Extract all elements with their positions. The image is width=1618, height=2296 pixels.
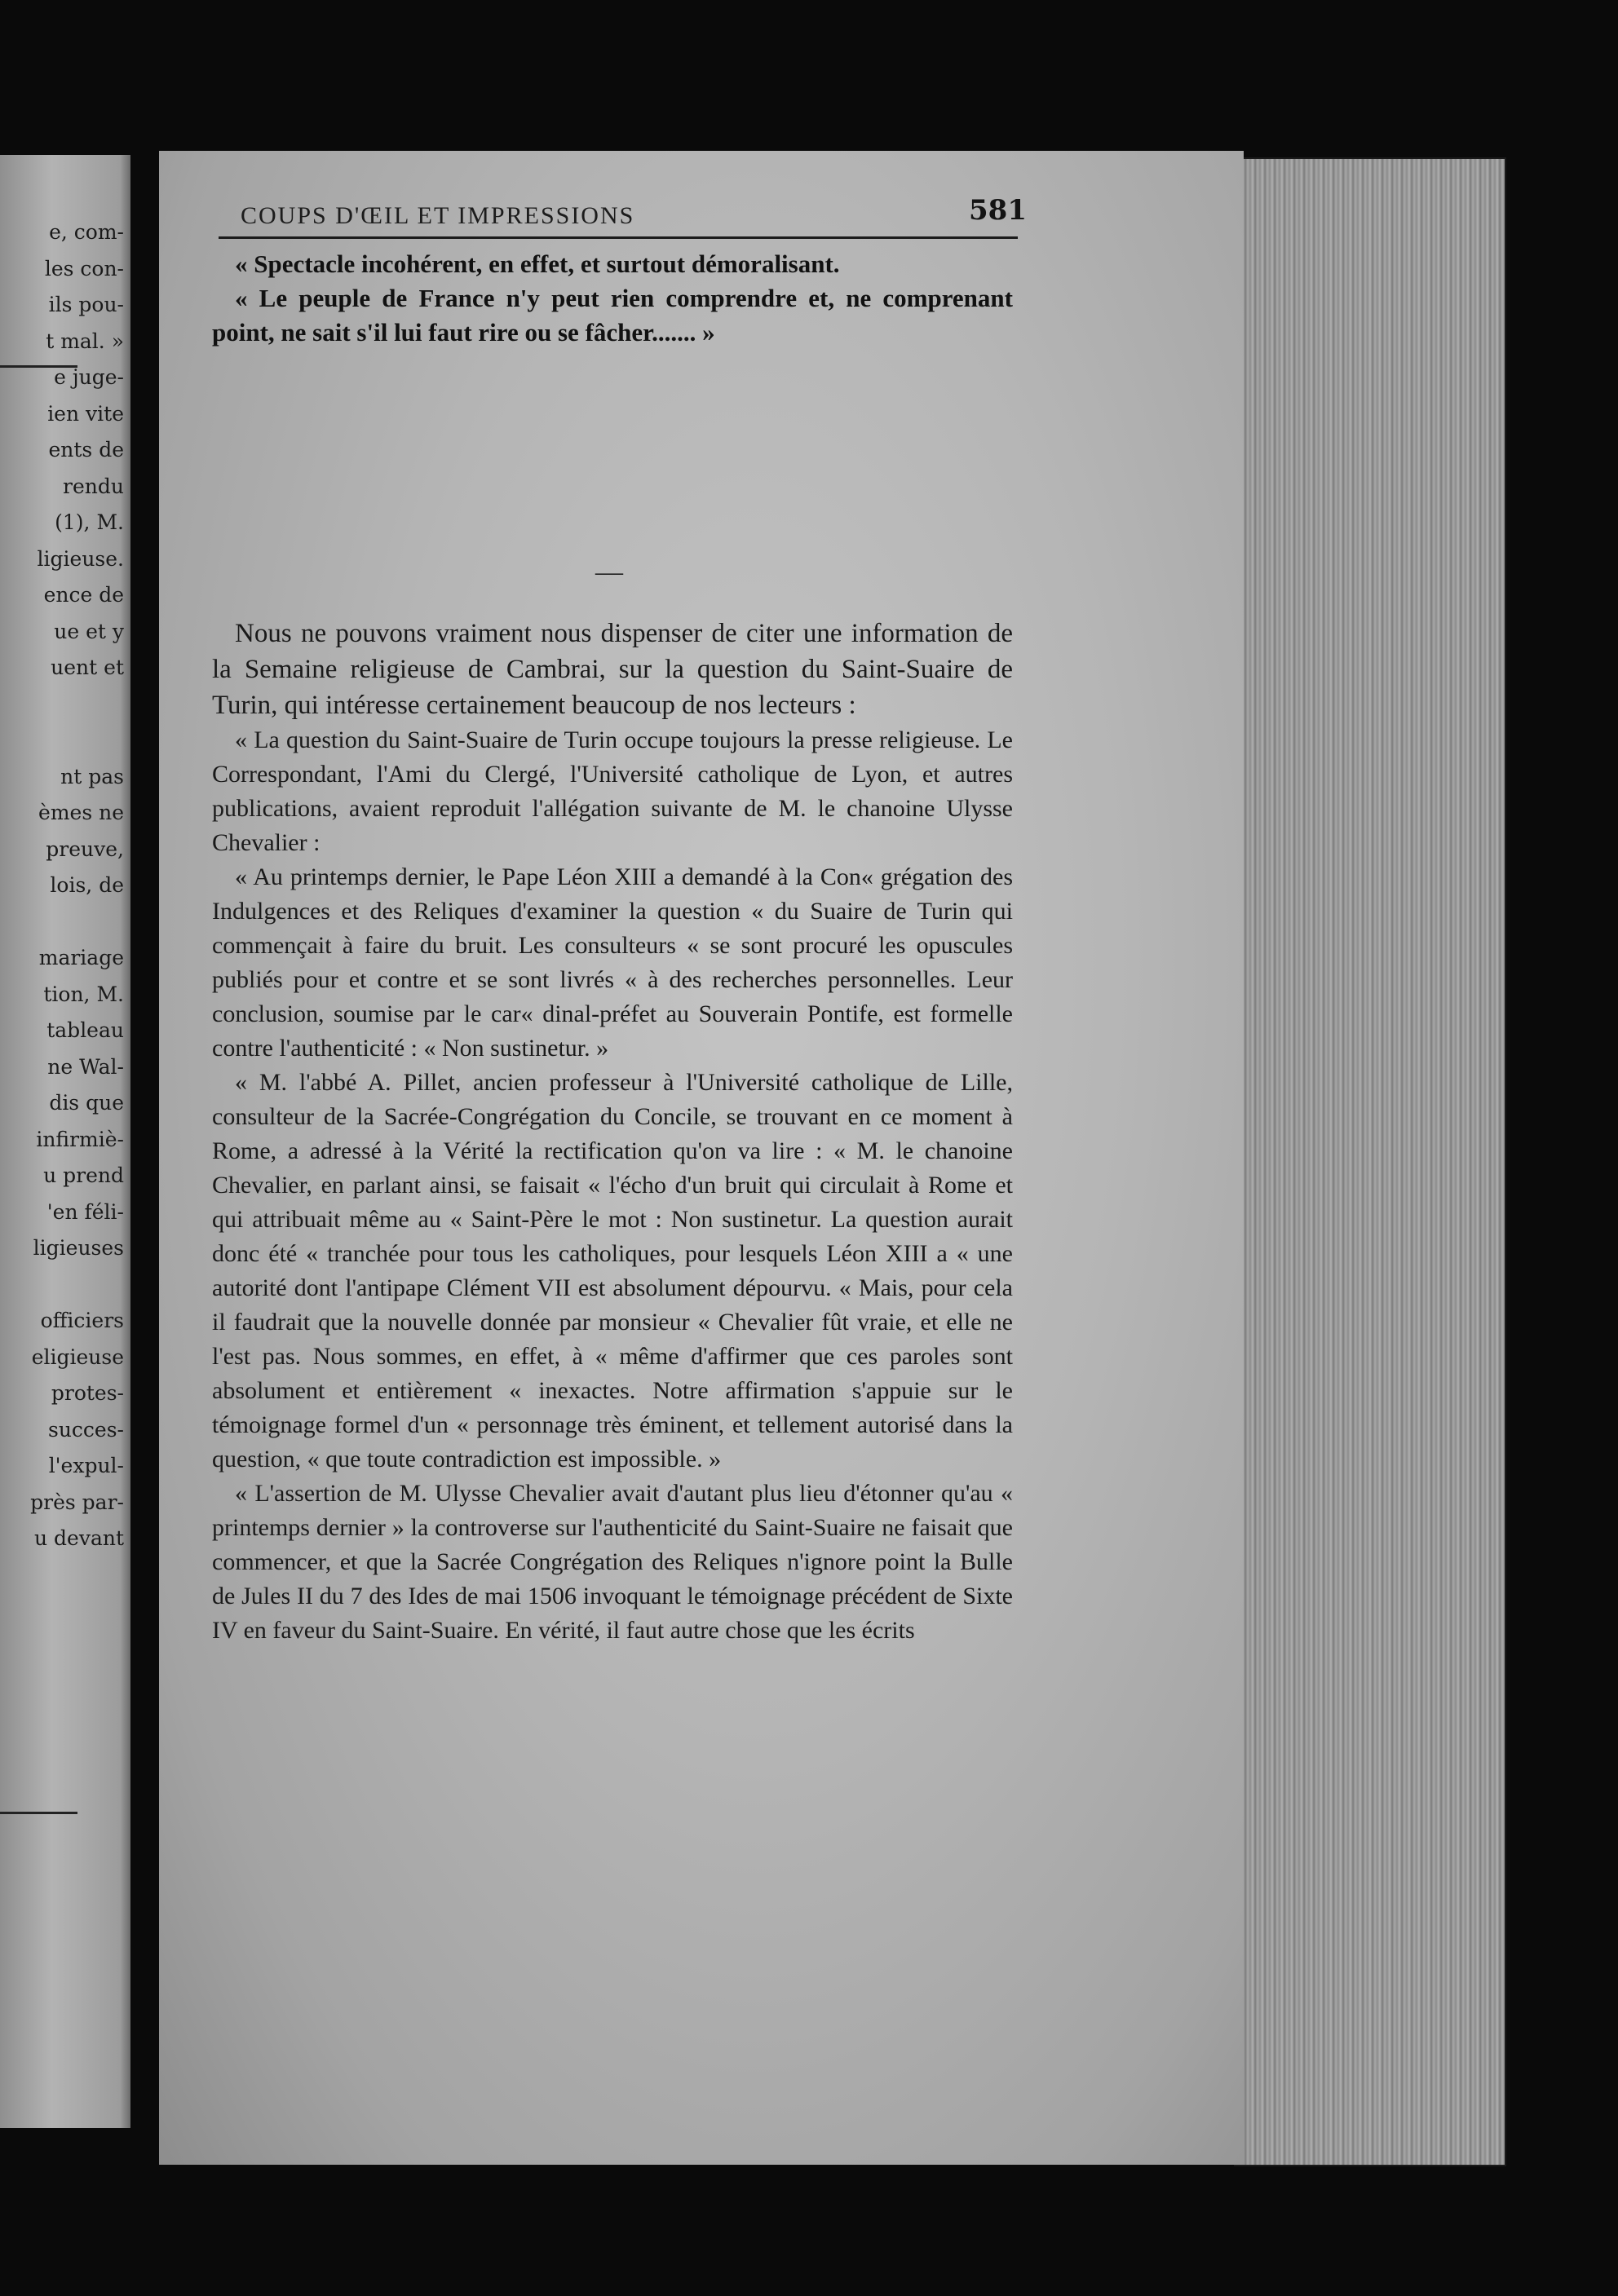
left-page-line: uent et: [51, 656, 124, 679]
left-page-line: e, com-: [49, 220, 124, 244]
opening-quote: [212, 247, 1013, 350]
left-page-line: ents de: [48, 438, 124, 461]
left-page-line: l'expul-: [48, 1454, 124, 1477]
left-page-line: protes-: [51, 1381, 124, 1405]
paragraph-intro: Nous ne pouvons vraiment nous dispenser de citer une information de la Semaine religieuse de Cambrai, sur la question du Saint-Suaire de Turin, qui intéresse certainement beaucoup de nos lecteurs :: [212, 619, 1013, 720]
left-page-line: dis que: [49, 1091, 124, 1115]
left-page-line: rendu: [63, 474, 124, 498]
paragraph-assertion: « L'assertion de M. Ulysse Chevalier avait d'autant plus lieu d'étonner qu'au « printemps dernier » la controverse sur l'authenticité du Saint-Suaire ne faisait que commencer, et que la Sacrée Congrégation des Reliques n'ignore point la Bulle de Jules II du 7 des Ides de mai 1506 invoquant le témoignage précédent de Sixte IV en faveur du Saint-Suaire. En vérité, il faut autre chose que les écrits: [212, 1480, 1013, 1644]
left-page-line: succes-: [47, 1417, 124, 1442]
left-page-line: preuve,: [46, 837, 124, 861]
left-page-line: èmes ne: [38, 801, 124, 824]
left-page-line: les con-: [44, 256, 124, 280]
page-number: 581: [969, 194, 1027, 227]
left-page-line: 'en féli-: [46, 1199, 124, 1224]
left-page-line: ligieuses: [33, 1236, 124, 1260]
left-page-line: ils pou-: [48, 293, 124, 316]
left-page-line: près par-: [30, 1490, 124, 1514]
left-page-line: tion, M.: [43, 982, 124, 1006]
paragraph-question: « La question du Saint-Suaire de Turin occupe toujours la presse religieuse. Le Correspondant, l'Ami du Clergé, l'Université catholique de Lyon, et autres publications, avaient reproduit l'allégation suivante de M. le chanoine Ulysse Chevalier :: [212, 726, 1013, 856]
left-page-line: (1), M.: [55, 510, 124, 534]
left-page-line: ligieuse.: [37, 546, 124, 571]
left-page-line: t mal. »: [46, 329, 124, 353]
left-page-line: tableau: [46, 1018, 124, 1042]
left-page-line: ne Wal-: [47, 1054, 124, 1079]
section-separator: —: [595, 557, 623, 587]
left-page-line: nt pas: [60, 764, 124, 788]
left-page-line: officiers: [40, 1309, 124, 1332]
left-page-line: ence de: [43, 583, 124, 607]
paragraph-pillet: « M. l'abbé A. Pillet, ancien professeur à l'Université catholique de Lille, consulteur de la Sacrée-Congrégation du Concile, se trouvant en ce moment à Rome, a adressé à la Vérité la rectification qu'on va lire : « M. le chanoine Chevalier, en parlant ainsi, se faisait « l'écho d'un bruit qui circulait à Rome et qui attribuait même au « Saint-Père le mot : Non sustinetur. La question aurait donc été « tranchée pour tous les catholiques, pour lesquels Léon XIII a « une autorité dont l'antipape Clément VII est absolument dépourvu. « Mais, pour cela il faudrait que la nouvelle donnée par monsieur « Chevalier fût vraie, et elle ne l'est pas. Nous sommes, en effet, à « même d'affirmer que ces paroles sont absolument et entièrement « inexactes. Notre affirmation s'appuie sur le témoignage formel d'un « personnage très éminent, et tellement autorisé dans la question, « que toute contradiction est impossible. »: [212, 1069, 1013, 1473]
quote-line-1: « Spectacle incohérent, en effet, et surtout démoralisant.: [235, 249, 840, 278]
running-head: COUPS D'ŒIL ET IMPRESSIONS: [241, 202, 635, 229]
left-page-line: ue et y: [54, 619, 124, 643]
left-page-line: u devant: [33, 1526, 124, 1550]
quote-line-2: « Le peuple de France n'y peut rien comprendre et, ne comprenant point, ne sait s'il lui faut rire ou se fâcher....... »: [212, 284, 1013, 347]
left-facing-page: [0, 155, 130, 2128]
left-page-bottom-rule: [0, 1812, 77, 1814]
book-page-edges: [1236, 159, 1505, 2165]
left-page-line: ien vite: [47, 401, 124, 426]
left-page-line: eligieuse: [31, 1344, 124, 1369]
article-body: [212, 616, 1013, 1648]
left-page-line: e juge-: [54, 365, 124, 389]
left-page-line: lois, de: [50, 873, 124, 897]
left-page-line: u prend: [43, 1163, 124, 1187]
left-page-line: infirmiè-: [36, 1127, 124, 1151]
left-page-line: mariage: [38, 946, 124, 969]
paragraph-printemps: « Au printemps dernier, le Pape Léon XIII a demandé à la Con« grégation des Indulgences et des Reliques d'examiner la question « du Suaire de Turin qui commençait à faire du bruit. Les consulteurs « se sont procuré les opuscules publiés pour et contre et se sont livrés « à des recherches personnelles. Leur conclusion, soumise par le car« dinal-préfet au Souverain Pontife, est formelle contre l'authenticité : « Non sustinetur. »: [212, 863, 1013, 1062]
header-rule: [219, 236, 1018, 239]
